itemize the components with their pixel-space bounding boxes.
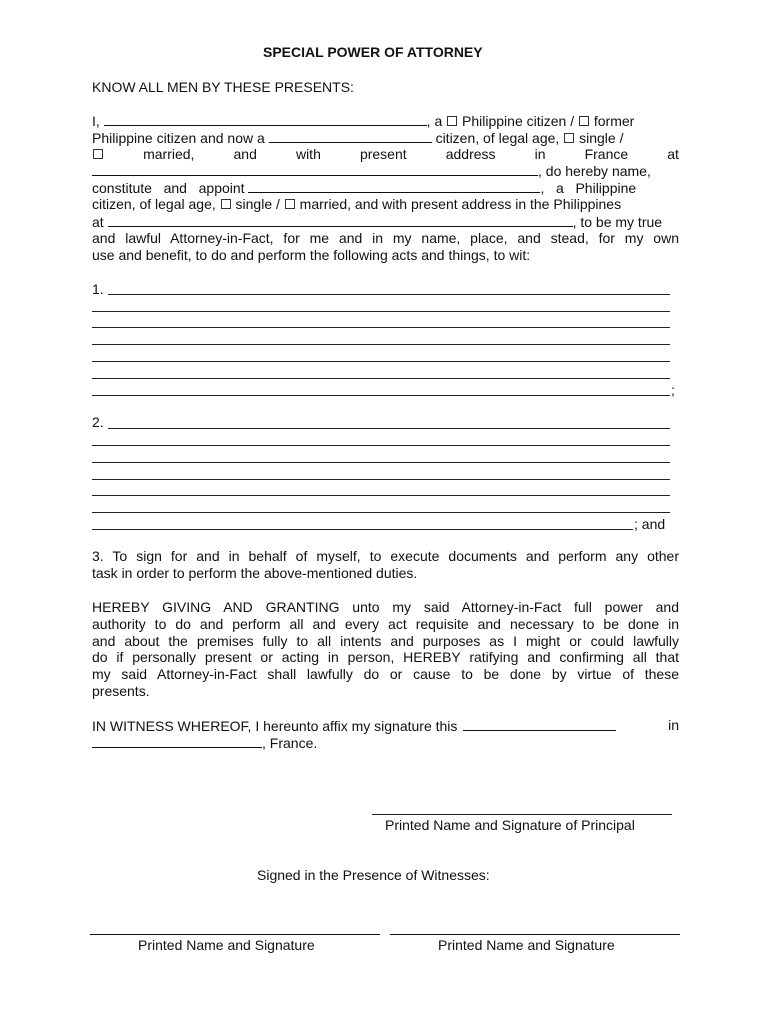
p1-line-6 [92,196,621,213]
signature-date-field[interactable] [463,717,616,731]
principal-signature-line[interactable] [372,814,672,815]
principal-married-checkbox[interactable] [93,149,103,159]
item-1-line-7[interactable] [92,395,670,396]
witness-2-signature-line[interactable] [390,934,680,935]
item-2-line-5[interactable] [92,495,670,496]
witnesses-heading: Signed in the Presence of Witnesses: [257,867,490,883]
witness-line-2 [92,734,317,752]
former-citizen-checkbox[interactable] [579,116,589,126]
witness-line-1 [92,717,679,735]
p1-l3-word-6: in [534,146,546,162]
p1-l1-mid: , a [426,113,443,129]
witness-2-label: Printed Name and Signature [438,937,615,953]
hereby-line-3: and about the premises fully to all intents and purposes as I might or could lawfully [92,633,679,649]
attorney-single-checkbox[interactable] [221,199,231,209]
p1-line-8: and lawful Attorney-in-Fact, for me and in my name, place, and stead, for my own [92,230,679,246]
item-2-line-4[interactable] [92,479,670,480]
p1-l3-word-8: at [667,146,679,162]
principal-single-checkbox[interactable] [564,133,574,143]
witness-1-label: Printed Name and Signature [138,937,315,953]
item-2-line-3[interactable] [92,462,670,463]
p1-l3-word-1: married, [143,146,195,162]
item-2-end: ; and [634,516,666,532]
p1-l3-word-3: with [295,146,321,162]
item-1-line-1[interactable] [108,294,670,295]
p1-l2-mid: citizen, of legal age, [435,130,560,146]
item-3-line-2: task in order to perform the above-mentioned duties. [92,565,418,581]
hereby-line-6: presents. [92,683,150,699]
p1-l6-opt2: married, and with present address in the Philippines [299,196,622,212]
new-citizenship-field[interactable] [269,129,432,143]
p1-line-2 [92,129,623,147]
item-2-line-2[interactable] [92,445,670,446]
item-1-line-6[interactable] [92,378,670,379]
item-1-end: ; [671,382,675,398]
p1-l7-start: at [92,214,104,230]
hereby-line-5: my said Attorney-in-Fact shall lawfully do or cause to be done by virtue of these [92,666,679,682]
attorney-married-checkbox[interactable] [285,199,295,209]
p1-line-4 [92,162,651,180]
item-1-line-3[interactable] [92,327,670,328]
hereby-line-4: do if personally present or acting in person, HEREBY ratifying and confirming all that [92,649,679,665]
item-2-number: 2. [92,414,104,430]
p1-line-3 [92,146,679,163]
item-1-line-4[interactable] [92,344,670,345]
philippines-address-field[interactable] [108,213,573,227]
item-2-line-1[interactable] [108,428,670,429]
france-address-field[interactable] [92,162,538,176]
signature-place-field[interactable] [92,734,262,748]
know-all-heading: KNOW ALL MEN BY THESE PRESENTS: [92,79,354,95]
hereby-line-1: HEREBY GIVING AND GRANTING unto my said Attorney-in-Fact full power and [92,599,679,615]
witness-l2-end: , France. [262,735,318,751]
p1-line-9: use and benefit, to do and perform the following acts and things, to wit: [92,247,531,263]
p1-l4-end: , do hereby name, [538,163,651,179]
p1-l3-word-2: and [233,146,257,162]
item-1-line-2[interactable] [92,311,670,312]
principal-signature-label: Printed Name and Signature of Principal [385,817,635,833]
item-1-number: 1. [92,281,104,297]
p1-line-7 [92,213,662,231]
p1-l3-word-4: present [359,146,407,162]
p1-line-1 [92,112,634,130]
witness-l1-start: IN WITNESS WHEREOF, I hereunto affix my signature this [92,718,458,734]
p1-l7-end: , to be my true [572,214,663,230]
p1-l1-opt1: Philippine citizen / [462,113,575,129]
p1-l2-start: Philippine citizen and now a [92,130,265,146]
p1-l6-opt1: single / [235,196,280,212]
p1-l1-opt2: former [593,113,635,129]
p1-l5-end: , a Philippine [540,180,637,196]
p1-l2-opt: single / [579,130,624,146]
philippine-citizen-checkbox[interactable] [447,116,457,126]
p1-l1-start: I, [92,113,100,129]
item-2-line-6[interactable] [92,512,670,513]
item-2-line-7[interactable] [92,529,633,530]
p1-l3-word-5: address [445,146,496,162]
item-3-line-1: 3. To sign for and in behalf of myself, to execute documents and perform any other [92,548,679,564]
witness-l1-end: in [668,717,679,733]
attorney-name-field[interactable] [248,179,540,193]
hereby-line-2: authority to do and perform all and every act requisite and necessary to be done in [92,616,679,632]
p1-l5-start: constitute and appoint [92,180,245,196]
document-title: SPECIAL POWER OF ATTORNEY [263,44,483,60]
p1-line-5 [92,179,636,197]
p1-l3-word-7: France [584,146,629,162]
witness-1-signature-line[interactable] [90,934,380,935]
item-1-line-5[interactable] [92,361,670,362]
p1-l6-start: citizen, of legal age, [92,196,216,212]
principal-name-field[interactable] [104,112,427,126]
